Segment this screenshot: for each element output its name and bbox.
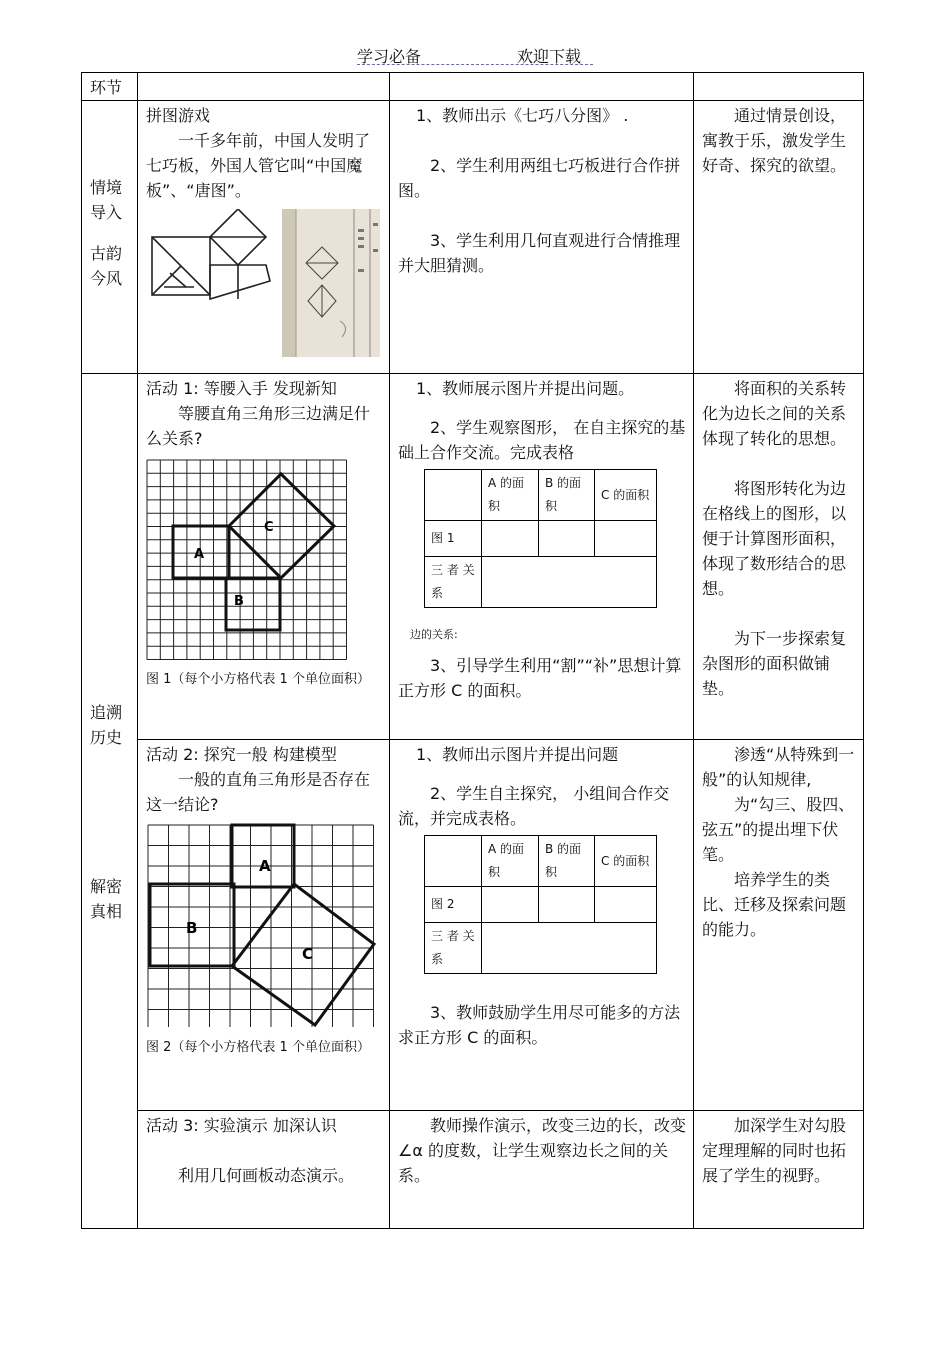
row-relation-label: 三 者 关系 [425,923,482,974]
col-header-stage: 环节 [82,73,138,101]
figure-caption: 图 2（每个小方格代表 1 个单位面积） [146,1040,370,1055]
activity-question: 一般的直角三角形是否存在这一结论? [146,770,371,814]
row-figure-label: 图 1 [425,521,482,557]
activity-title: 拼图游戏 [146,106,211,125]
activity-title: 活动 3: 实验演示 加深认识 [146,1116,337,1135]
table-row [82,740,864,1111]
col-b-area: B 的面积 [539,470,595,521]
tangram-drawing [150,209,272,309]
activity-text: 利用几何画板动态演示。 [178,1166,355,1185]
step-item: 1、教师出示《七巧八分图》 . [416,106,629,125]
col-c-area: C 的面积 [595,836,657,887]
stage-label: 导入 [90,203,123,222]
purpose-cell-2 [694,374,864,740]
purpose-text: 为下一步探索复杂图形的面积做铺垫。 [702,629,847,698]
activity-cell-3 [138,740,390,1111]
answer-cell[interactable] [482,923,657,974]
row-relation-label: 三 者 关 系 [425,557,482,608]
lesson-table [81,72,864,1229]
activity-text: 一千多年前，中国人发明了七巧板，外国人管它叫“中国魔板”、“唐图”。 [146,131,371,200]
stage-label: 解密 [90,877,123,896]
activity-cell-4 [138,1111,390,1229]
step-item: 3、教师鼓励学生用尽可能多的方法求正方形 C 的面积。 [398,1003,681,1047]
stage-cell-2 [82,374,138,1229]
step-item: 1、教师出示图片并提出问题 [416,745,619,764]
steps-cell-3 [390,740,694,1111]
page-header [0,42,950,68]
header-right: 欢迎下载 [517,47,582,66]
tangram-figures [150,209,383,357]
answer-cell[interactable] [482,887,539,923]
header-left: 学习必备 [357,47,422,66]
steps-cell-1 [390,101,694,374]
answer-cell[interactable] [482,557,657,608]
table-header-row [82,73,864,101]
ancient-book-image [282,209,380,357]
step-item: 教师操作演示，改变三边的长，改变∠α 的度数，让学生观察边长之间的关系。 [398,1116,687,1185]
purpose-text: 将面积的关系转化为边长之间的关系体现了转化的思想。 [702,379,847,448]
purpose-text: 加深学生对勾股定理理解的同时也拓展了学生的视野。 [702,1116,847,1185]
table-row [82,1111,864,1229]
activity-title: 活动 1: 等腰入手 发现新知 [146,379,337,398]
stage-label: 追溯 [90,703,123,722]
stage-label: 历史 [90,728,123,747]
purpose-text: 渗透“从特殊到一般”的认知规律, [702,745,855,789]
purpose-cell-1 [694,101,864,374]
header-underline [357,64,593,65]
edge-relation-note: 边的关系: [410,628,458,641]
grid-figure-1 [146,459,354,661]
purpose-text: 通过情景创设，寓教于乐，激发学生好奇、探究的欲望。 [702,106,847,175]
activity-cell-2 [138,374,390,740]
activity-question: 等腰直角三角形三边满足什么关系? [146,404,371,448]
table-row [82,101,864,374]
col-c-area: C 的面积 [595,470,657,521]
label-c: C [264,520,274,535]
stage-label: 情境 [90,178,123,197]
step-item: 2、学生观察图形， 在自主探究的基础上合作交流。完成表格 [398,418,686,462]
stage-label: 真相 [90,902,123,921]
label-c: C [302,945,314,963]
purpose-text: 培养学生的类比、迁移及探索问题的能力。 [702,870,847,939]
label-a: A [259,857,271,875]
fill-table-2 [424,835,657,974]
stage-label: 今风 [90,269,123,288]
step-item: 3、学生利用几何直观进行合情推理并大胆猜测。 [398,231,681,275]
fill-table-1 [424,469,657,608]
step-item: 3、引导学生利用“割”“补”思想计算正方形 C 的面积。 [398,656,682,700]
label-a: A [194,547,205,562]
answer-cell[interactable] [482,521,539,557]
activity-cell-1 [138,101,390,374]
step-item: 2、学生自主探究， 小组间合作交流，并完成表格。 [398,784,670,828]
step-item: 1、教师展示图片并提出问题。 [416,379,635,398]
col-b-area: B 的面积 [539,836,595,887]
purpose-text: 将图形转化为边在格线上的图形，以便于计算图形面积，体现了数形结合的思想。 [702,479,847,598]
stage-label: 古韵 [90,244,123,263]
answer-cell[interactable] [539,887,595,923]
label-b: B [186,919,198,937]
steps-cell-4 [390,1111,694,1229]
step-item: 2、学生利用两组七巧板进行合作拼图。 [398,156,681,200]
purpose-text: 为“勾三、股四、弦五”的提出埋下伏笔。 [702,795,855,864]
grid-figure-2 [146,823,378,1027]
col-a-area: A 的面积 [482,836,539,887]
purpose-cell-4 [694,1111,864,1229]
table-row [82,374,864,740]
stage-cell-1 [82,101,138,374]
label-b: B [234,594,244,609]
answer-cell[interactable] [539,521,595,557]
figure-caption: 图 1（每个小方格代表 1 个单位面积） [146,672,370,687]
purpose-cell-3 [694,740,864,1111]
activity-title: 活动 2: 探究一般 构建模型 [146,745,337,764]
answer-cell[interactable] [595,521,657,557]
steps-cell-2 [390,374,694,740]
col-a-area: A 的面积 [482,470,539,521]
row-figure-label: 图 2 [425,887,482,923]
answer-cell[interactable] [595,887,657,923]
